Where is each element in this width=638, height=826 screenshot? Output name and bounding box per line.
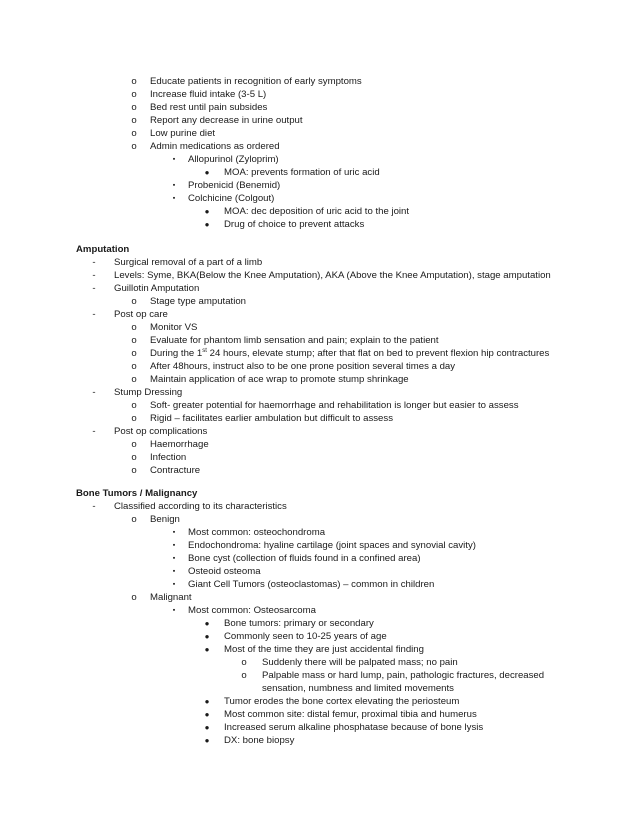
dash-bullet-icon: - <box>92 270 96 281</box>
list-item: o Haemorrhage <box>0 438 638 451</box>
list-item: o Maintain application of ace wrap to promote stump shrinkage <box>0 373 638 386</box>
list-item: ● Commonly seen to 10-25 years of age <box>0 630 638 643</box>
list-item: ▪ Bone cyst (collection of fluids found in a confined area) <box>0 552 638 565</box>
list-item: - Classified according to its characteristics <box>0 500 638 513</box>
list-item: o Benign <box>0 513 638 526</box>
circle-bullet-icon: o <box>131 115 137 126</box>
list-item: ● Drug of choice to prevent attacks <box>0 218 638 231</box>
list-item: ● DX: bone biopsy <box>0 734 638 747</box>
list-item: o Evaluate for phantom limb sensation and pain; explain to the patient <box>0 334 638 347</box>
list-item: o Infection <box>0 451 638 464</box>
square-bullet-icon: ▪ <box>172 607 176 614</box>
list-item: ● Most common site: distal femur, proximal tibia and humerus <box>0 708 638 721</box>
list-item: o Report any decrease in urine output <box>0 114 638 127</box>
square-bullet-icon: ▪ <box>172 568 176 575</box>
list-item: ▪ Allopurinol (Zyloprim) <box>0 153 638 166</box>
dash-bullet-icon: - <box>92 283 96 294</box>
circle-bullet-icon: o <box>131 76 137 87</box>
circle-bullet-icon: o <box>131 335 137 346</box>
round-bullet-icon: ● <box>204 736 210 745</box>
square-bullet-icon: ▪ <box>172 555 176 562</box>
circle-bullet-icon: o <box>131 592 137 603</box>
round-bullet-icon: ● <box>204 723 210 732</box>
list-item: ▪ Most common: Osteosarcoma <box>0 604 638 617</box>
list-item: o Rigid – facilitates earlier ambulation but difficult to assess <box>0 412 638 425</box>
list-item: - Guillotin Amputation <box>0 282 638 295</box>
list-item: o Soft- greater potential for haemorrhage and rehabilitation is longer but easier to assess <box>0 399 638 412</box>
list-item: o Stage type amputation <box>0 295 638 308</box>
circle-bullet-icon: o <box>131 439 137 450</box>
list-item: o After 48hours, instruct also to be one prone position several times a day <box>0 360 638 373</box>
dash-bullet-icon: - <box>92 426 96 437</box>
circle-bullet-icon: o <box>131 374 137 385</box>
square-bullet-icon: ▪ <box>172 156 176 163</box>
list-item: ● Bone tumors: primary or secondary <box>0 617 638 630</box>
list-item: o Admin medications as ordered <box>0 140 638 153</box>
list-item: ● Most of the time they are just accidental finding <box>0 643 638 656</box>
list-item: o Suddenly there will be palpated mass; no pain <box>0 656 638 669</box>
section-heading: Amputation <box>76 244 130 255</box>
square-bullet-icon: ▪ <box>172 195 176 202</box>
circle-bullet-icon: o <box>131 361 137 372</box>
list-item: ● MOA: prevents formation of uric acid <box>0 166 638 179</box>
section-heading: Bone Tumors / Malignancy <box>76 488 198 499</box>
round-bullet-icon: ● <box>204 697 210 706</box>
round-bullet-icon: ● <box>204 632 210 641</box>
circle-bullet-icon: o <box>241 670 247 681</box>
list-item-continuation: sensation, numbness and limited movements <box>262 683 454 694</box>
round-bullet-icon: ● <box>204 645 210 654</box>
list-item: o Educate patients in recognition of early symptoms <box>0 75 638 88</box>
list-item: ● MOA: dec deposition of uric acid to the joint <box>0 205 638 218</box>
circle-bullet-icon: o <box>131 465 137 476</box>
list-item: o Monitor VS <box>0 321 638 334</box>
list-item: - Surgical removal of a part of a limb <box>0 256 638 269</box>
list-item: ▪ Osteoid osteoma <box>0 565 638 578</box>
circle-bullet-icon: o <box>131 348 137 359</box>
list-item: - Post op complications <box>0 425 638 438</box>
square-bullet-icon: ▪ <box>172 529 176 536</box>
circle-bullet-icon: o <box>131 89 137 100</box>
list-item: o Palpable mass or hard lump, pain, pathologic fractures, decreased <box>0 669 638 682</box>
circle-bullet-icon: o <box>131 322 137 333</box>
square-bullet-icon: ▪ <box>172 542 176 549</box>
list-item: ▪ Giant Cell Tumors (osteoclastomas) – common in children <box>0 578 638 591</box>
list-item: o Increase fluid intake (3-5 L) <box>0 88 638 101</box>
round-bullet-icon: ● <box>204 619 210 628</box>
square-bullet-icon: ▪ <box>172 182 176 189</box>
circle-bullet-icon: o <box>241 657 247 668</box>
list-item: ● Tumor erodes the bone cortex elevating the periosteum <box>0 695 638 708</box>
dash-bullet-icon: - <box>92 309 96 320</box>
list-item: ▪ Most common: osteochondroma <box>0 526 638 539</box>
dash-bullet-icon: - <box>92 501 96 512</box>
round-bullet-icon: ● <box>204 168 210 177</box>
square-bullet-icon: ▪ <box>172 581 176 588</box>
list-item: o Contracture <box>0 464 638 477</box>
list-item: ▪ Probenicid (Benemid) <box>0 179 638 192</box>
list-item: ▪ Colchicine (Colgout) <box>0 192 638 205</box>
circle-bullet-icon: o <box>131 128 137 139</box>
circle-bullet-icon: o <box>131 452 137 463</box>
list-item: o Low purine diet <box>0 127 638 140</box>
list-item: - Stump Dressing <box>0 386 638 399</box>
round-bullet-icon: ● <box>204 207 210 216</box>
circle-bullet-icon: o <box>131 400 137 411</box>
dash-bullet-icon: - <box>92 387 96 398</box>
round-bullet-icon: ● <box>204 710 210 719</box>
list-item: - Levels: Syme, BKA(Below the Knee Amputation), AKA (Above the Knee Amputation), stage amputation <box>0 269 638 282</box>
circle-bullet-icon: o <box>131 296 137 307</box>
dash-bullet-icon: - <box>92 257 96 268</box>
circle-bullet-icon: o <box>131 102 137 113</box>
list-item: o During the 1st 24 hours, elevate stump; after that flat on bed to prevent flexion hip contractures <box>0 347 638 360</box>
circle-bullet-icon: o <box>131 514 137 525</box>
list-item: - Post op care <box>0 308 638 321</box>
circle-bullet-icon: o <box>131 413 137 424</box>
list-item: ▪ Endochondroma: hyaline cartilage (joint spaces and synovial cavity) <box>0 539 638 552</box>
round-bullet-icon: ● <box>204 220 210 229</box>
circle-bullet-icon: o <box>131 141 137 152</box>
list-item: o Bed rest until pain subsides <box>0 101 638 114</box>
list-item: o Malignant <box>0 591 638 604</box>
list-item: ● Increased serum alkaline phosphatase because of bone lysis <box>0 721 638 734</box>
